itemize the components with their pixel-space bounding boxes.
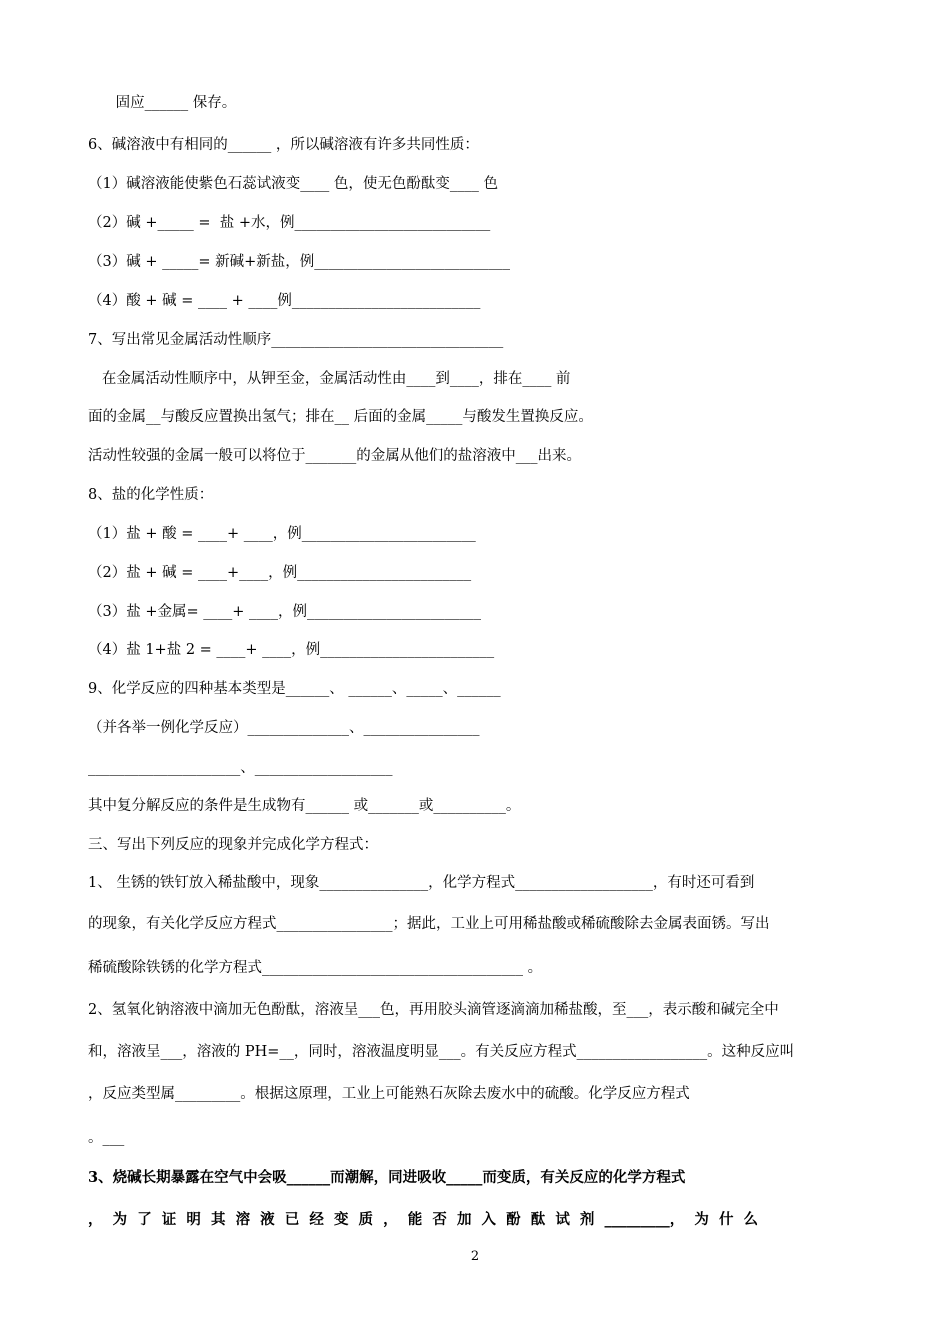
page-number: 2 [470,1249,480,1264]
text-line: 8、盐的化学性质： [88,487,214,503]
text-line: （3）碱 + _____= 新碱+新盐，例___________________________ [88,254,511,270]
text-line-bold: ， 为 了 证 明 其 溶 液 已 经 变 质 ， 能 否 加 入 酚 酞 试 剂 _________， 为 什 么 [88,1211,759,1228]
text-line: 和，溶液呈___，溶液的 PH=__，同时，溶液温度明显___。有关反应方程式__________________。这种反应叫 [88,1044,795,1060]
text-line: 。___ [88,1130,125,1146]
text-line: 6、碱溶液中有相同的______ ，所以碱溶液有许多共同性质： [88,137,479,153]
text-line: 面的金属__与酸反应置换出氢气；排在__ 后面的金属_____与酸发生置换反应。 [88,409,593,425]
text-line: 稀硫酸除铁锈的化学方程式____________________________________ 。 [88,960,543,976]
text-line: （4）酸 + 碱 = ____ + ____例__________________________ [88,293,481,309]
text-line: _____________________、___________________ [88,760,393,776]
text-line: 其中复分解反应的条件是生成物有______ 或_______或__________。 [88,798,521,814]
text-line: 的现象，有关化学反应方程式________________；据此，工业上可用稀盐酸或稀硫酸除去金属表面锈。写出 [88,916,770,932]
text-line: 1、 生锈的铁钉放入稀盐酸中，现象_______________，化学方程式___________________，有时还可看到 [88,875,755,891]
text-line: 9、化学反应的四种基本类型是______、 ______、_____、______ [88,681,501,697]
text-line: （2）盐 + 碱 = ____+____，例________________________ [88,565,472,581]
text-line: 7、写出常见金属活动性顺序________________________________ [88,332,504,348]
text-line: （并各举一例化学反应）______________、________________ [88,720,480,736]
text-line: （1）碱溶液能使紫色石蕊试液变____ 色，使无色酚酞变____ 色 [88,176,498,192]
text-line: （4）盐 1+盐 2 = ____+ ____，例________________________ [88,642,495,658]
text-line: （2）碱 +_____ = 盐 +水，例___________________________ [88,215,491,231]
text-line: 在金属活动性顺序中，从钾至金，金属活动性由____到____，排在____ 前 [88,371,571,387]
text-line: 固应______ 保存。 [88,95,237,111]
text-line: 2、氢氧化钠溶液中滴加无色酚酞，溶液呈___色，再用胶头滴管逐滴滴加稀盐酸，至___，表示酸和碱完全中 [88,1002,779,1018]
text-line: （3）盐 +金属= ____+ ____，例________________________ [88,604,482,620]
text-line: ，反应类型属_________。根据这原理，工业上可能熟石灰除去废水中的硫酸。化学反应方程式 [88,1086,690,1102]
text-line: （1）盐 + 酸 = ____+ ____，例________________________ [88,526,476,542]
text-line: 三、写出下列反应的现象并完成化学方程式： [88,837,378,853]
text-line: 活动性较强的金属一般可以将位于_______的金属从他们的盐溶液中___出来。 [88,448,581,464]
text-line-bold: 3、烧碱长期暴露在空气中会吸______而潮解，同进吸收_____而变质，有关反应的化学方程式 [88,1169,686,1186]
